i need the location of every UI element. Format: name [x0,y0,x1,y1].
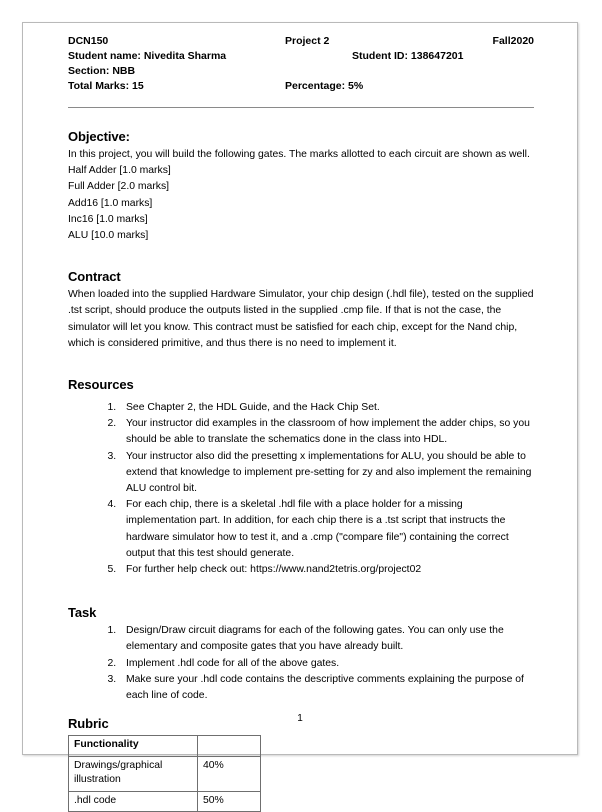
rubric-criterion: Drawings/graphical illustration [69,756,198,791]
course-code: DCN150 [68,35,109,47]
objective-heading: Objective: [68,129,130,144]
contract-heading: Contract [68,269,121,285]
objective-intro: In this project, you will build the following gates. The marks allotted to each circuit are shown as well. [68,149,530,160]
rubric-section [68,715,534,812]
rubric-table [68,735,261,812]
header-row-4 [68,79,534,94]
list-item: 3. Your instructor also did the presetting x implementations for ALU, you should be able to extend that knowledge to implement pre-setting for zy and also implement the remaining ALU control bit. [119,449,534,498]
table-row [69,791,261,812]
rubric-percent: 40% [198,756,261,791]
rubric-percent [198,736,261,757]
objective-section [68,128,534,244]
task-heading: Task [68,605,97,621]
gate-item: Full Adder [2.0 marks] [68,181,170,193]
percentage: Percentage: 5% [285,80,364,92]
gate-item: Half Adder [1.0 marks] [68,165,171,177]
document-page [22,22,578,806]
header-row-2 [68,49,534,64]
contract-text: When loaded into the supplied Hardware Simulator, your chip design (.hdl file), tested on the supplied .tst script, should produce the outputs listed in the supplied .cmp file. If that is not the case, the simulator will let you know. This contract must be satisfied for each chip, except for the Nand chip, which is considered primitive, and thus there is no need to implement it. [68,289,534,349]
total-marks: Total Marks: 15 [68,80,144,92]
header-divider [68,107,534,108]
project-title: Project 2 [285,35,330,47]
section-label: Section: NBB [68,65,136,77]
resources-heading: Resources [68,377,134,393]
page-number: 1 [297,713,303,724]
list-item: 3. Make sure your .hdl code contains the descriptive comments explaining the purpose of each line of code. [119,672,534,704]
header-row-3 [68,64,534,79]
student-id: Student ID: 138647201 [352,50,464,62]
gate-item: Add16 [1.0 marks] [68,197,153,209]
list-item: 4. For each chip, there is a skeletal .hdl file with a place holder for a missing implementation part. In addition, for each chip there is a .tst script that instructs the hardware simulator how to test it, and a .cmp ("compare file") containing the correct output that this test should generate. [119,497,534,562]
list-item: 1. Design/Draw circuit diagrams for each of the following gates. You can only use the elementary and composite gates that you have already built. [119,623,534,655]
document-header [68,34,534,94]
rubric-percent: 50% [198,791,261,812]
table-row [69,756,261,791]
resources-section [68,376,534,578]
header-row-1 [68,34,534,49]
rubric-heading: Rubric [68,716,109,732]
rubric-criterion: .hdl code [69,791,198,812]
gate-item: ALU [10.0 marks] [68,230,149,242]
task-section [68,604,534,704]
list-item: 1. See Chapter 2, the HDL Guide, and the Hack Chip Set. [119,400,534,416]
contract-section [68,268,534,352]
student-name: Student name: Nivedita Sharma [68,50,227,62]
rubric-criterion: Functionality [69,736,198,757]
task-list [68,623,534,704]
list-item: 2. Implement .hdl code for all of the above gates. [119,656,534,672]
list-item: 5. For further help check out: https://www.nand2tetris.org/project02 [119,562,534,578]
list-item: 2. Your instructor did examples in the classroom of how implement the adder chips, so you should be able to translate the schematics done in the class into HDL. [119,416,534,448]
resources-list [68,400,534,578]
table-row [69,736,261,757]
term-label: Fall2020 [492,35,534,47]
page-content [68,34,534,812]
gate-item: Inc16 [1.0 marks] [68,213,148,225]
